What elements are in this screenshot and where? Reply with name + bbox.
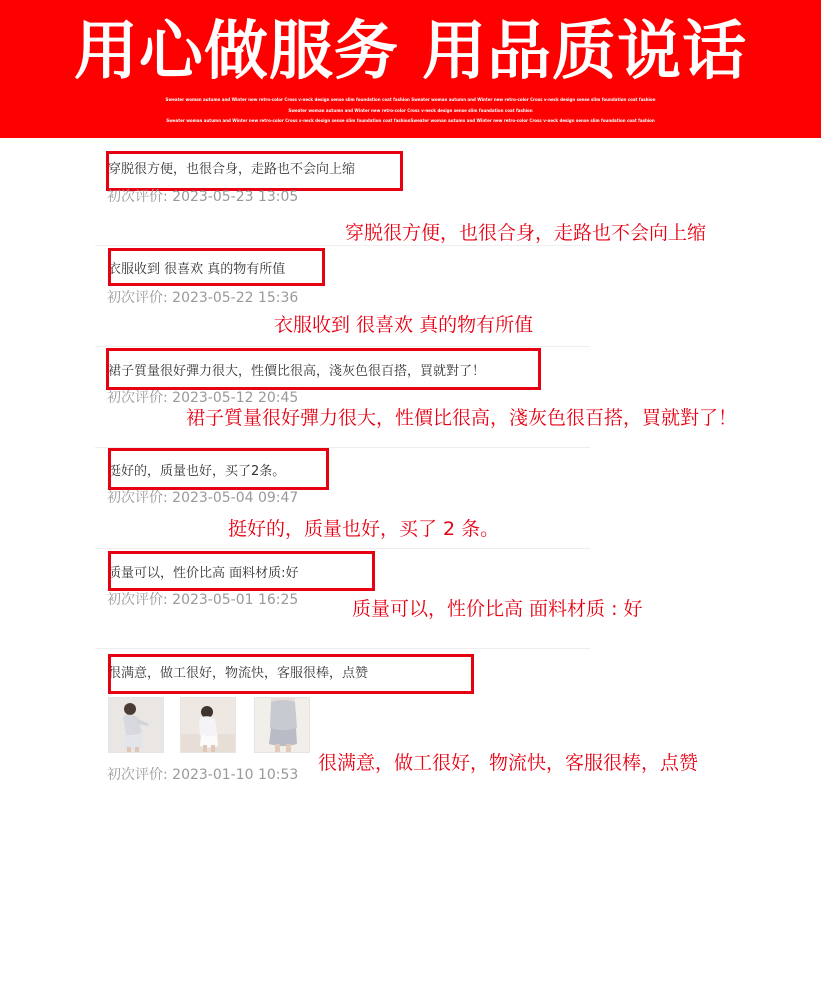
divider	[95, 648, 590, 649]
review-annotation: 穿脱很方便，也很合身，走路也不会向上缩	[345, 222, 707, 244]
banner-subtitle: Sweater woman autumn and Winter new retro-color Cross v-neck design sense slim foundation coat fashionSweater woman autumn and Winter new retro-color Cross v-neck design sense slim foundation coat fashion	[166, 118, 655, 123]
review-annotation: 裙子質量很好彈力很大，性價比很高，淺灰色很百搭，買就對了！	[186, 407, 738, 429]
divider	[95, 346, 590, 347]
review-photo-thumbnail[interactable]	[108, 697, 164, 753]
review-photo-thumbnail[interactable]	[254, 697, 310, 753]
highlight-box	[108, 448, 329, 490]
review-date: 初次评价: 2023-05-23 13:05	[107, 189, 299, 205]
review-date: 初次评价: 2023-05-22 15:36	[107, 290, 299, 306]
photo-image	[181, 698, 236, 753]
review-date: 初次评价: 2023-05-01 16:25	[107, 592, 299, 608]
banner-subtitle: Sweater woman autumn and Winter new retro-color Cross v-neck design sense slim foundation coat fashion	[288, 108, 533, 113]
photo-image	[109, 698, 163, 752]
review-annotation: 衣服收到 很喜欢 真的物有所值	[274, 314, 534, 336]
review-text: 穿脱很方便，也很合身，走路也不会向上缩	[108, 162, 356, 177]
highlight-box	[108, 248, 325, 286]
header-banner	[0, 0, 821, 138]
review-annotation: 挺好的，质量也好，买了 2 条。	[228, 518, 500, 540]
review-text: 衣服收到 很喜欢 真的物有所值	[108, 262, 286, 277]
review-text: 质量可以，性价比高 面料材质:好	[108, 566, 299, 581]
review-text: 很满意，做工很好，物流快，客服很棒，点赞	[108, 666, 369, 681]
review-annotation: 质量可以，性价比高 面料材质 : 好	[352, 598, 643, 620]
highlight-box	[108, 551, 375, 591]
divider	[95, 548, 590, 549]
review-annotation: 很满意，做工很好，物流快，客服很棒，点赞	[318, 752, 699, 774]
review-photo-thumbnail[interactable]	[180, 697, 236, 753]
review-text: 挺好的，质量也好，买了2条。	[108, 464, 286, 479]
banner-subtitle: Sweater woman autumn and Winter new retro-color Cross v-neck design sense slim foundation coat fashion Sweater woman autumn and Winter new retro-color Cross v-neck design sense slim foundation coat fashion	[165, 97, 656, 102]
highlight-box	[106, 348, 541, 390]
photo-image	[255, 698, 310, 753]
divider	[95, 245, 590, 246]
highlight-box	[108, 654, 474, 694]
highlight-box	[106, 151, 403, 191]
review-date: 初次评价: 2023-05-12 20:45	[107, 390, 299, 406]
review-date: 初次评价: 2023-05-04 09:47	[107, 490, 299, 506]
review-date: 初次评价: 2023-01-10 10:53	[107, 767, 299, 783]
banner-title: 用心做服务 用品质说话	[73, 15, 748, 89]
review-text: 裙子質量很好彈力很大，性價比很高，淺灰色很百搭，買就對了！	[108, 364, 486, 379]
